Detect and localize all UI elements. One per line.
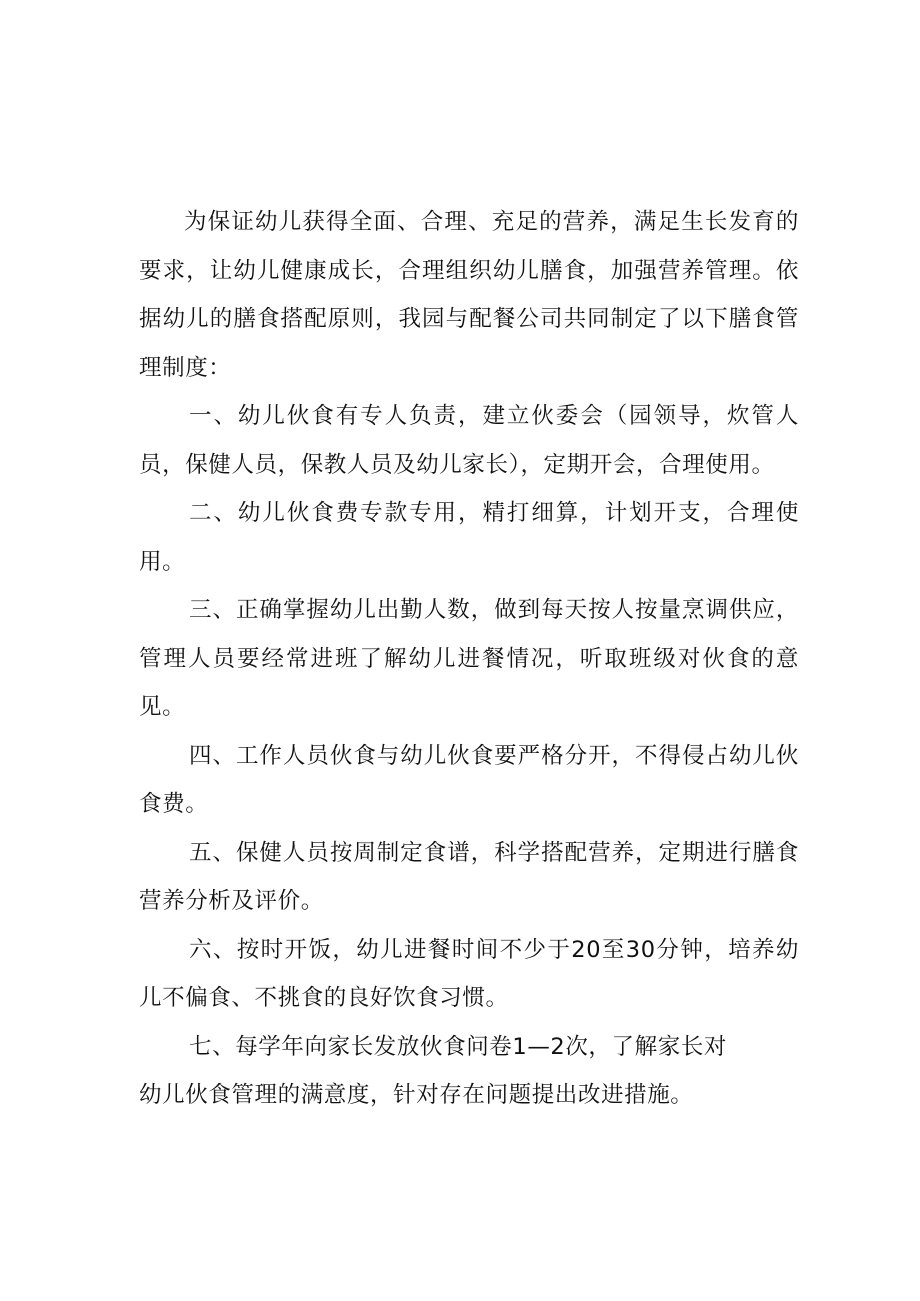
intro-paragraph: 为保证幼儿获得全面、合理、充足的营养，满足生长发育的要求，让幼儿健康成长，合理组织幼儿膳食，加强营养管理。依据幼儿的膳食搭配原则，我园与配餐公司共同制定了以下膳食管理制度： bbox=[139, 209, 799, 381]
rule-4: 四、工作人员伙食与幼儿伙食要严格分开，不得侵占幼儿伙食费。 bbox=[139, 742, 799, 817]
rule-7 bbox=[139, 1023, 799, 1120]
rule-1: 一、幼儿伙食有专人负责，建立伙委会（园领导，炊管人员，保健人员，保教人员及幼儿家长），定期开会，合理使用。 bbox=[139, 403, 799, 478]
rule-6: 六、按时开饭，幼儿进餐时间不少于20至30分钟，培养幼儿不偏食、不挑食的良好饮食习惯。 bbox=[139, 936, 799, 1011]
rule-7-line-2: 幼儿伙食管理的满意度，针对存在问题提出改进措施。 bbox=[139, 1082, 694, 1108]
rule-7-line-1: 七、每学年向家长发放伙食问卷1—2次，了解家长对 bbox=[189, 1033, 728, 1060]
rule-3: 三、正确掌握幼儿出勤人数，做到每天按人按量烹调供应，管理人员要经常进班了解幼儿进餐情况，听取班级对伙食的意见。 bbox=[139, 597, 799, 720]
rule-2: 二、幼儿伙食费专款专用，精打细算，计划开支，合理使用。 bbox=[139, 500, 799, 575]
document-body bbox=[139, 198, 799, 1120]
rule-5: 五、保健人员按周制定食谱，科学搭配营养，定期进行膳食营养分析及评价。 bbox=[139, 839, 799, 914]
